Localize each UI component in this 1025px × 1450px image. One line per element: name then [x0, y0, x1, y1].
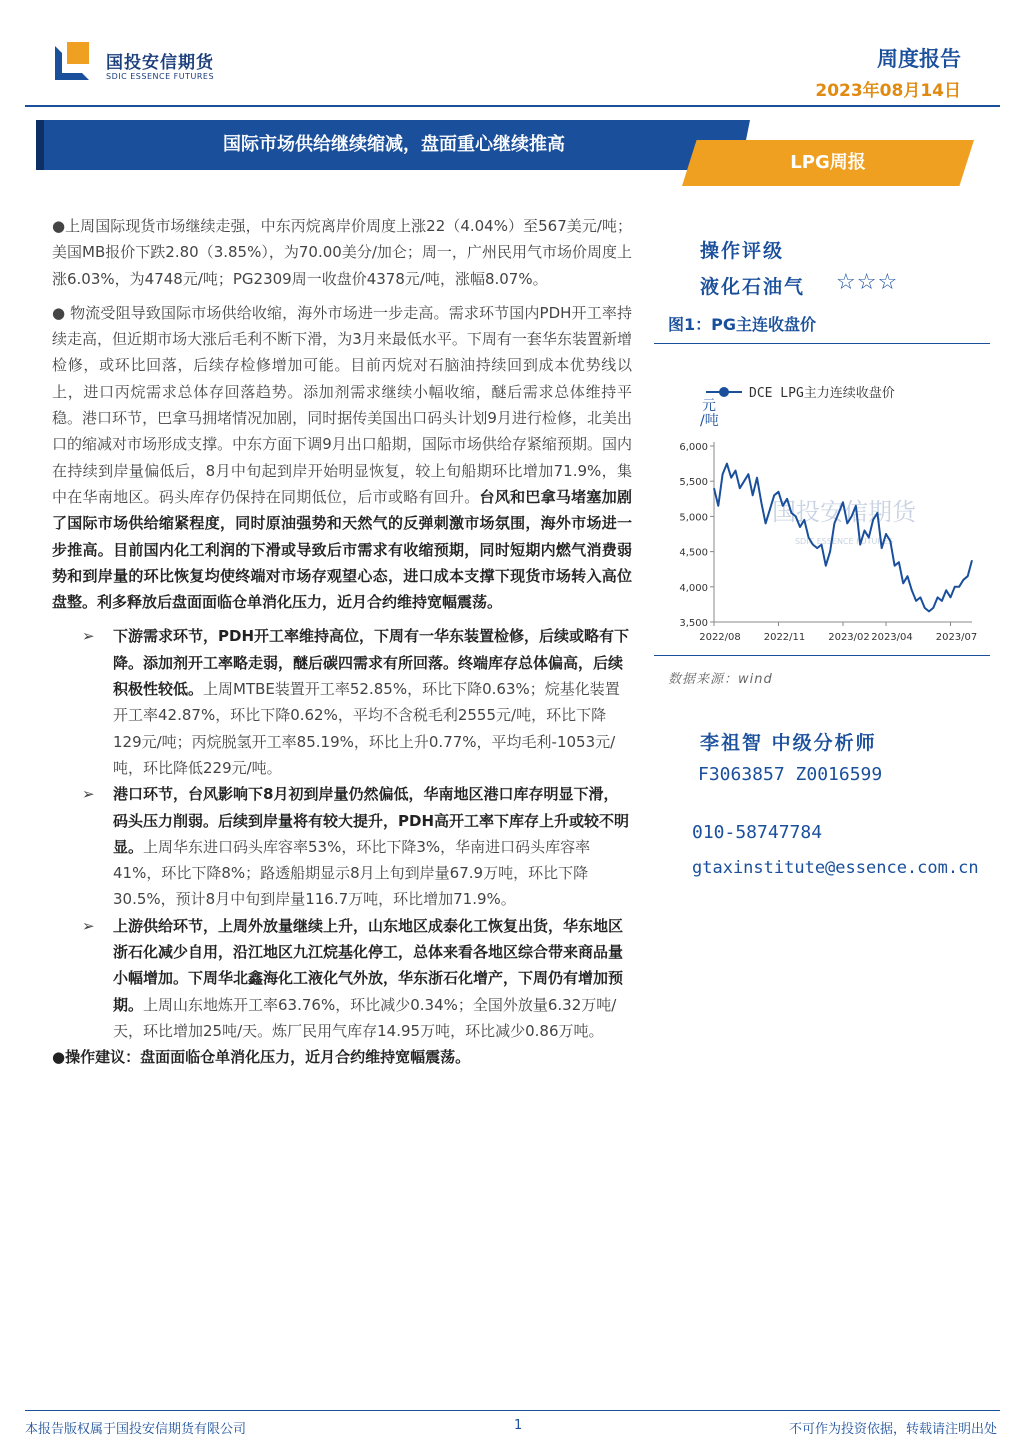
figure-title: 图1：PG主连收盘价	[668, 315, 816, 334]
upstream-summary: 上游供给环节，上周外放量继续上升，山东地区成泰化工恢复出货，华东地区浙石化减少自用，沿江地区九江烷基化停工，总体来看各地区综合带来商品量小幅增加。下周华北鑫海化工液化气外放，华东浙石化增产，下周仍有增加预期。	[113, 916, 624, 1014]
analysis-conclusion: 台风和巴拿马堵塞加剧了国际市场供给缩紧程度，同时原油强势和天然气的反弹刺激市场氛围，海外市场进一步推高。目前国内化工利润的下滑或导致后市需求有收缩预期，同时短期内燃气消费弱势和到岸量的环比恢复均使终端对市场存观望心态，进口成本支撑下现货市场转入高位盘整。利多释放后盘面面临仓单消化压力，近月合约维持宽幅震荡。	[52, 487, 632, 612]
report-date: 2023年08月14日	[815, 81, 961, 101]
analysis-text: ● 物流受阻导致国际市场供给收缩，海外市场进一步走高。需求环节国内PDH开工率持续走高，但近期市场大涨后毛利不断下滑，为3月来最低水平。下周有一套华东装置新增检修，或环比回落，后续存检修增加可能。目前丙烷对石脑油持续回到成本优势线以上，进口丙烷需求总体存回落趋势。添加剂需求继续小幅收缩，醚后需求总体维持平稳。港口环节，巴拿马拥堵情况加剧，同时据传美国出口码头计划9月进行检修，北美出口的缩减对市场形成支撑。中东方面下调9月出口船期，国际市场供给存紧缩预期。国内在持续到岸量偏低后，8月中旬起到岸开始明显恢复，较上旬船期环比增加71.9%，集中在华南地区。码头库存仍保持在同期低位，后市或略有回升。	[52, 303, 632, 506]
y-tick-label: 6,000	[679, 442, 708, 453]
y-axis-unit: 元	[702, 398, 716, 414]
arrow-bullet-icon: ➢	[82, 785, 95, 804]
x-tick-label: 2023/07	[935, 632, 978, 643]
main-content	[52, 213, 632, 1079]
downstream-detail: 上周MTBE装置开工率52.85%，环比下降0.63%；烷基化装置开工率42.87%，环比下降0.62%，平均不含税毛利2555元/吨，环比下降129元/吨；丙烷脱氢开工率85.19%，环比上升0.77%，平均毛利-1053元/吨，环比降低229元/吨。	[113, 680, 620, 777]
footer-divider	[25, 1410, 1000, 1411]
y-tick-label: 5,000	[679, 512, 708, 524]
title-banner-edge	[36, 120, 44, 170]
rating-product: 液化石油气	[700, 276, 806, 298]
y-tick-label: 4,500	[679, 547, 708, 559]
port-detail: 上周华东进口码头库容率53%，环比下降3%，华南进口码头库容率41%，环比下降8%；路透船期显示8月上旬到岸量67.9万吨，环比下降30.5%，预计8月中旬到岸量116.7万吨，环比增加71.9%。	[113, 837, 591, 909]
company-logo	[55, 42, 95, 82]
rating-label: 操作评级	[700, 240, 785, 262]
analyst-certificate: F3063857 Z0016599	[698, 764, 883, 785]
downstream-summary: 下游需求环节，PDH开工率维持高位，下周有一华东装置检修，后续或略有下降。添加剂开工率略走弱，醚后碳四需求有所回落。终端库存总体偏高，后续积极性较低。	[113, 627, 630, 699]
footer-copyright: 本报告版权属于国投安信期货有限公司	[25, 1422, 247, 1437]
price-chart	[654, 370, 990, 655]
y-tick-label: 5,500	[679, 477, 708, 489]
report-type: 周度报告	[877, 47, 961, 71]
report-tag: LPG周报	[790, 152, 866, 173]
page-number: 1	[514, 1418, 523, 1433]
contact-email[interactable]: gtaxinstitute@essence.com.cn	[692, 858, 979, 878]
x-tick-label: 2023/02	[828, 632, 870, 643]
y-tick-label: 3,500	[679, 618, 708, 629]
section-downstream	[52, 623, 632, 781]
analyst-name: 李祖智 中级分析师	[700, 732, 877, 754]
arrow-bullet-icon: ➢	[82, 916, 95, 935]
logo-orange-mark	[67, 42, 89, 64]
watermark-subtext: SDIC ESSENCE FUTURES	[794, 537, 894, 546]
figure-divider	[654, 343, 990, 344]
footer-disclaimer: 不可作为投资依据，转载请注明出处	[788, 1422, 997, 1437]
section-upstream	[52, 913, 632, 1044]
operation-advice: ●操作建议：盘面面临仓单消化压力，近月合约维持宽幅震荡。	[52, 1048, 471, 1067]
report-title: 国际市场供给继续缩减，盘面重心继续推高	[223, 134, 565, 155]
port-summary: 港口环节，台风影响下8月初到岸量仍然偏低，华南地区港口库存明显下滑，码头压力削弱。后续到岸量将有较大提升，PDH高开工率下库存上升或较不明显。	[113, 785, 630, 856]
x-tick-label: 2023/04	[871, 632, 913, 643]
x-tick-label: 2022/11	[763, 632, 806, 643]
legend-label: DCE LPG主力连续收盘价	[749, 386, 895, 401]
contact-phone: 010-58747784	[692, 822, 823, 843]
header-divider	[25, 105, 1000, 107]
watermark-text: 国投安信期货	[772, 498, 916, 526]
summary-paragraph: ●上周国际现货市场继续走强，中东丙烷离岸价周度上涨22（4.04%）至567美元/吨；美国MB报价下跌2.80（3.85%），为70.00美分/加仑；周一，广州民用气市场价周度上涨6.03%，为4748元/吨；PG2309周一收盘价4378元/吨，涨幅8.07%。	[52, 217, 632, 288]
legend-marker	[719, 387, 729, 397]
logo-name-en: SDIC ESSENCE FUTURES	[106, 72, 215, 81]
source-divider	[654, 655, 990, 656]
logo-name-cn: 国投安信期货	[106, 53, 214, 73]
y-tick-label: 4,000	[679, 582, 708, 594]
x-tick-label: 2022/08	[699, 632, 741, 643]
section-port	[52, 781, 632, 912]
y-axis-unit-tail: /吨	[700, 413, 719, 429]
data-source: 数据来源：wind	[668, 672, 773, 687]
upstream-detail: 上周山东地炼开工率63.76%，环比减少0.34%；全国外放量6.32万吨/天，环比增加25吨/天。炼厂民用气库存14.95万吨，环比减少0.86万吨。	[113, 995, 617, 1040]
analysis-paragraph	[52, 300, 632, 616]
rating-stars-icon: ☆☆☆	[836, 270, 899, 295]
arrow-bullet-icon: ➢	[82, 627, 95, 646]
